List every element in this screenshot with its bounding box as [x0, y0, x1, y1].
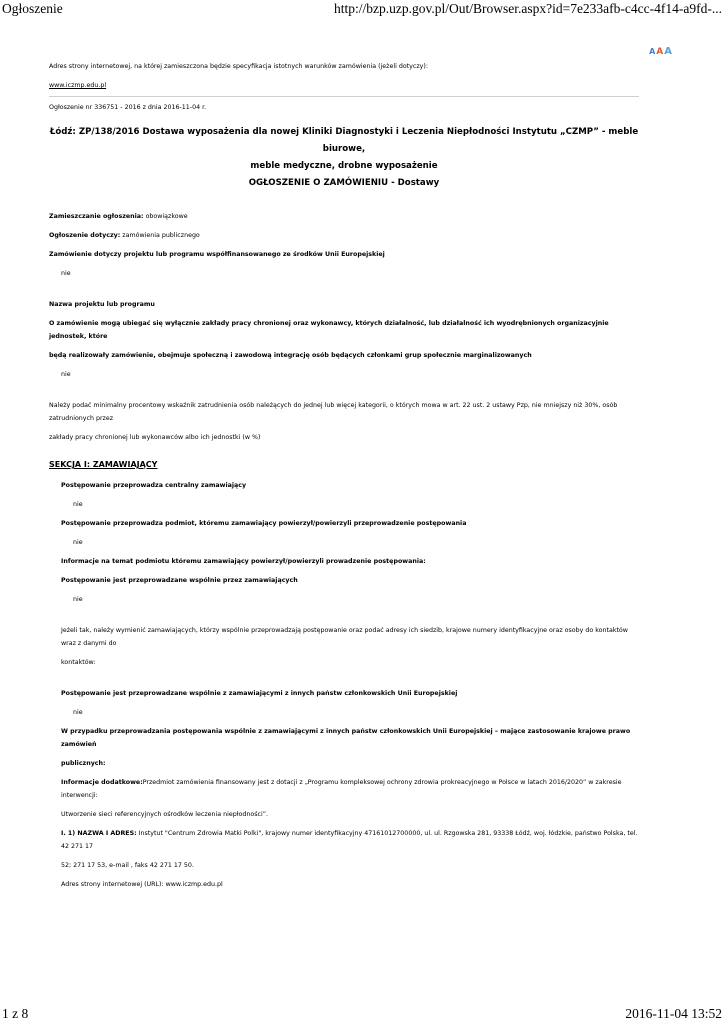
title-line-1: Łódź: ZP/138/2016 Dostawa wyposażenia dla nowej Kliniki Diagnostyki i Leczenia Niepłodności Instytutu „CZMP” - meble biurowe,: [49, 127, 639, 154]
entrusted-info-label: Informacje na temat podmiotu któremu zamawiający powierzył/powierzyli prowadzenie postępowania:: [61, 558, 426, 565]
extra-info-2: Utworzenie sieci referencyjnych ośrodków leczenia niepłodności”.: [61, 811, 268, 818]
i1-name-address: I. 1) NAZWA I ADRES: Instytut "Centrum Zdrowia Matki Polki", krajowy numer identyfikacyjny 47161012700000, ul. ul. Rzgowska 281, 93338 Łódź, woj. łódzkie, państwo Polska, tel. 42 271 17: [61, 830, 638, 850]
title-line-3: OGŁOSZENIE O ZAMÓWIENIU - Dostawy: [248, 178, 440, 188]
concerns-row: Ogłoszenie dotyczy: zamówienia publicznego: [49, 232, 200, 239]
project-name-label: Nazwa projektu lub programu: [49, 301, 155, 308]
title-line-2: meble medyczne, drobne wyposażenie: [250, 161, 438, 171]
eu-project-value: nie: [61, 270, 71, 277]
min-percentage-2: zakłady pracy chronionej lub wykonawców albo ich jednostki (w %): [49, 434, 261, 441]
print-datetime: 2016-11-04 13:52: [625, 1006, 722, 1021]
placement-row: Zamieszczanie ogłoszenia: obowiązkowe: [49, 213, 188, 220]
sheltered-value: nie: [61, 371, 71, 378]
extra-info-1: Informacje dodatkowe:Przedmiot zamówienia finansowany jest z dotacji z „Programu kompleksowej ochrony zdrowia prokreacyjnego w Polsce w latach 2016/2020” w zakresie interwencji:: [61, 779, 622, 799]
page-number: 1 z 8: [2, 1006, 29, 1021]
joint-info-2: kontaktów:: [61, 659, 96, 666]
font-size-large-icon[interactable]: A: [664, 46, 672, 57]
section-1-heading: SEKCJA I: ZAMAWIAJĄCY: [49, 460, 158, 469]
joint-info-1: Jeżeli tak, należy wymienić zamawiających, którzy wspólnie przeprowadzają postępowanie oraz podać adresy ich siedzib, krajowe numery identyfikacyjne oraz osoby do kontaktów wraz z danymi do: [61, 627, 628, 647]
print-header-url: http://bzp.uzp.gov.pl/Out/Browser.aspx?id=7e233afb-c4cc-4f14-a9fd-...: [333, 1, 722, 16]
notice-document: [49, 60, 639, 891]
print-footer: [0, 1006, 724, 1024]
eu-joint-law-1: W przypadku przeprowadzania postępowania wspólnie z zamawiającymi z innych państw członkowskich Unii Europejskiej – mające zastosowanie krajowe prawo zamówień: [61, 728, 631, 748]
eu-joint-value: nie: [73, 709, 83, 716]
eu-joint-label: Postępowanie jest przeprowadzane wspólnie z zamawiającymi z innych państw członkowskich Unii Europejskiej: [61, 690, 458, 697]
sheltered-label-1: O zamówienie mogą ubiegać się wyłącznie zakłady pracy chronionej oraz wykonawcy, których działalność, lub działalność ich wyodrębnionych organizacyjnie jednostek, które: [49, 320, 609, 340]
eu-project-label: Zamówienie dotyczy projektu lub programu współfinansowanego ze środków Unii Europejskiej: [49, 251, 385, 258]
sheltered-label-2: będą realizowały zamówienie, obejmuje społeczną i zawodową integrację osób będących członkami grup społecznie marginalizowanych: [49, 352, 532, 359]
i1-url: Adres strony internetowej (URL): www.iczmp.edu.pl: [61, 881, 223, 888]
central-value: nie: [73, 501, 83, 508]
section-1-body: [49, 479, 639, 891]
font-size-medium-icon[interactable]: A: [656, 47, 664, 57]
entrusted-label: Postępowanie przeprowadza podmiot, któremu zamawiający powierzył/powierzyli przeprowadzenie postępowania: [61, 520, 467, 527]
spec-url-link[interactable]: www.iczmp.edu.pl: [49, 82, 107, 89]
print-header: [0, 0, 724, 20]
print-header-title: Ogłoszenie: [2, 1, 63, 16]
font-size-tools: [649, 47, 672, 57]
central-label: Postępowanie przeprowadza centralny zamawiający: [61, 482, 247, 489]
divider: [49, 96, 639, 97]
font-size-small-icon[interactable]: A: [649, 47, 656, 56]
i1-contacts: 52; 271 17 53, e-mail , faks 42 271 17 50.: [61, 862, 194, 869]
joint-label: Postępowanie jest przeprowadzane wspólnie przez zamawiających: [61, 577, 298, 584]
entrusted-value: nie: [73, 539, 83, 546]
min-percentage-1: Należy podać minimalny procentowy wskaźnik zatrudnienia osób należących do jednej lub więcej kategorii, o których mowa w art. 22 ust. 2 ustawy Pzp, nie mniejszy niż 30%, osób zatrudnionych przez: [49, 402, 618, 422]
spec-url-label: Adres strony internetowej, na której zamieszczona będzie specyfikacja istotnych warunków zamówienia (jeżeli dotyczy):: [49, 63, 428, 70]
notice-number: Ogłoszenie nr 336751 - 2016 z dnia 2016-11-04 r.: [49, 104, 207, 111]
notice-title: [49, 124, 639, 192]
eu-joint-law-2: publicznych:: [61, 760, 106, 767]
joint-value: nie: [73, 596, 83, 603]
